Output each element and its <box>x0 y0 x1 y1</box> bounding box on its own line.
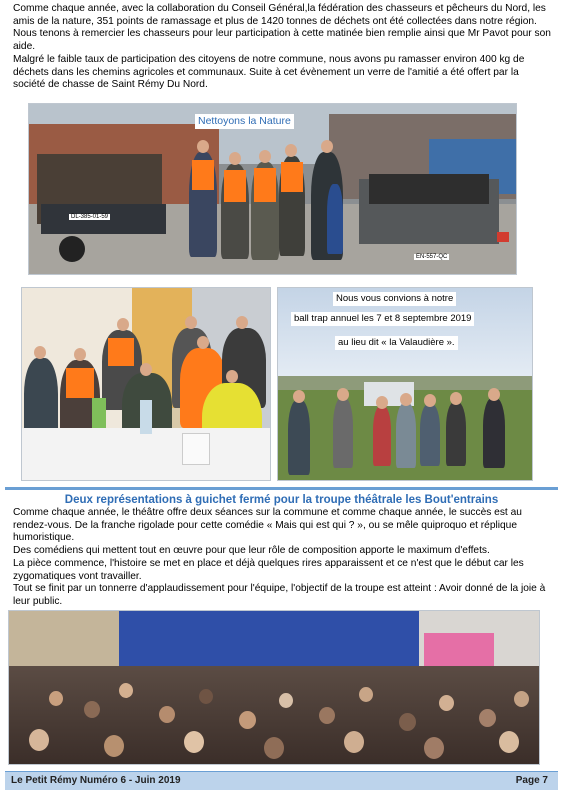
hunters-table-photo <box>21 287 271 481</box>
section-separator <box>5 487 558 490</box>
theatre-paragraph-4: Tout se finit par un tonnerre d'applaudissement pour l'équipe, l'objectif de la troupe est atteint : Avoir donné de la joie à leur public. <box>13 583 546 607</box>
theatre-paragraph-3: La pièce commence, l'histoire se met en place et déjà quelques rires apparaissent et ce n'est que le début car les zygomatiques vont travailler. <box>13 558 524 582</box>
cleanup-team-photo <box>28 103 517 275</box>
photo-caption-nettoyons: Nettoyons la Nature <box>195 114 294 129</box>
ball-trap-caption-line-3: au lieu dit « la Valaudière ». <box>335 336 458 350</box>
ball-trap-caption-line-2: ball trap annuel les 7 et 8 septembre 2019 <box>291 312 474 326</box>
trailer-plate-left: DL-385-01-59 <box>71 214 109 220</box>
theatre-paragraph-1: Comme chaque année, le théâtre offre deux séances sur la commune et comme chaque année, le succès est au rendez-vous. De la franche rigolade pour cette comédie « Mais qui est qui ? », ou se mêle quiproquo et réplique humoristique. <box>13 507 522 544</box>
theatre-section-title: Deux représentations à guichet fermé pour la troupe théâtrale les Bout'entrains <box>64 494 499 506</box>
page-footer <box>5 771 558 790</box>
intro-paragraph-2: Malgré le faible taux de participation des citoyens de notre commune, nous avons pu ramasser environ 400 kg de déchets dans les chemins agricoles et communaux. Suite à cet évènement un verre de l'amitié a été offert par la société de chasse de Saint Rémy Du Nord. <box>13 54 525 91</box>
theatre-audience-photo <box>8 610 540 765</box>
intro-paragraph-1: Comme chaque année, avec la collaboration du Conseil Général,la fédération des chasseurs et pêcheurs du Nord, les amis de la nature, 351 points de ramassage et plus de 1420 tonnes de déchets ont été collectées dans notre région. Nous tenons à remercier les chasseurs pour leur participation à cette matinée bien remplie ainsi que Mr Pavot pour son aide. <box>13 3 551 52</box>
ball-trap-photo <box>277 287 533 481</box>
footer-publication: Le Petit Rémy Numéro 6 - Juin 2019 <box>11 775 181 786</box>
ball-trap-caption-line-1: Nous vous convions à notre <box>333 292 456 306</box>
trailer-plate-right: EN-557-QC <box>416 254 448 260</box>
footer-page-number: Page 7 <box>515 775 548 786</box>
theatre-paragraph-2: Des comédiens qui mettent tout en œuvre pour que leur rôle de composition apporte le maximum d'effets. <box>13 545 490 556</box>
